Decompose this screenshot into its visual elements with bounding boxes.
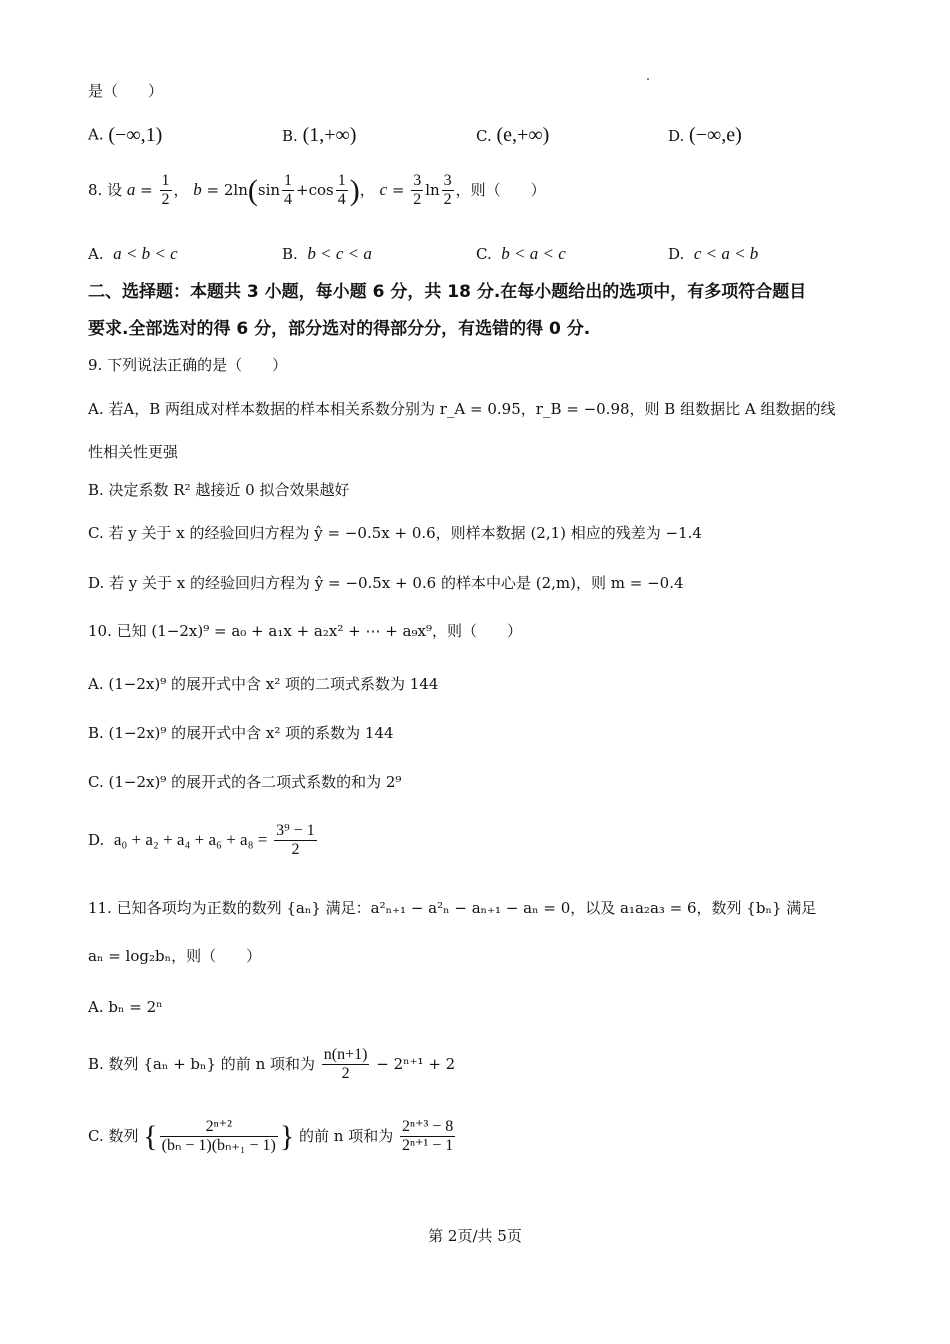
section-2-heading-line1: 二、选择题：本题共 3 小题，每小题 6 分，共 18 分.在每小题给出的选项中，有多项符合题目 xyxy=(88,282,807,302)
q11-option-b: B. 数列 {aₙ + bₙ} 的前 n 项和为 $\frac{n(n+1)}{2}$ − 2ⁿ⁺¹ + 2 xyxy=(88,1046,456,1083)
question-10-stem: 10. 已知 (1−2x)⁹ = a₀ + a₁x + a₂x² + ⋯ + a₉x⁹，则（ ） xyxy=(88,622,522,640)
q10-option-c: C. (1−2x)⁹ 的展开式的各二项式系数的和为 2⁹ xyxy=(88,773,402,791)
q8-option-c: C. b < a < c xyxy=(476,244,566,263)
stray-dot xyxy=(647,78,649,80)
q8-option-d: D. c < a < b xyxy=(668,244,759,263)
q8-option-b: B. b < c < a xyxy=(282,244,372,263)
q9-option-a-line1: A. 若A，B 两组成对样本数据的样本相关系数分别为 r_A = 0.95，r_B = −0.98，则 B 组数据比 A 组数据的线 xyxy=(88,400,836,418)
q10-option-b: B. (1−2x)⁹ 的展开式中含 x² 项的系数为 144 xyxy=(88,724,394,742)
question-11-stem-line1: 11. 已知各项均为正数的数列 {aₙ} 满足：a²ₙ₊₁ − a²ₙ − aₙ₊₁ − aₙ = 0，以及 a₁a₂a₃ = 6，数列 {bₙ} 满足 xyxy=(88,899,817,917)
q11-option-a: A. bₙ = 2ⁿ xyxy=(88,998,163,1016)
q9-option-b: B. 决定系数 R² 越接近 0 拟合效果越好 xyxy=(88,481,350,499)
question-9-stem: 9. 下列说法正确的是（ ） xyxy=(88,356,288,374)
q7-option-d: D. (−∞,e) xyxy=(668,124,742,146)
q11-option-c: C. 数列 { $\frac{\text{2ⁿ⁺²}}{\text{(bₙ − 1)(bₙ₊₁ − 1)}}$ } 的前 n 项和为 $\frac{\text{2ⁿ⁺³ − 8}}{\text{2ⁿ⁺¹ − 1}}$ xyxy=(88,1118,454,1155)
question-11-stem-line2: aₙ = log₂bₙ，则（ ） xyxy=(88,947,262,965)
q9-option-a-line2: 性相关性更强 xyxy=(88,443,179,461)
q10-option-d: D. a₀ + a₂ + a₄ + a₆ + a₈ = $\frac{\text{3⁹ − 1}}{2}$ xyxy=(88,822,315,859)
q7-option-b: B. (1,+∞) xyxy=(282,124,357,146)
question-7-tail: 是（ ） xyxy=(88,82,164,100)
q8-option-a: A. a < b < c xyxy=(88,244,178,263)
q7-option-c: C. (e,+∞) xyxy=(476,124,550,146)
question-8-stem: 8. 设 a = $\frac{1}{2}$ ， b = 2ln(sin $\frac{1}{4}$ +cos $\frac{1}{4}$ )， c = $\frac{3}{2}$ ln $\frac{3}{2}$ ，则（ ） xyxy=(88,172,546,209)
q10-option-a: A. (1−2x)⁹ 的展开式中含 x² 项的二项式系数为 144 xyxy=(88,675,439,693)
page-footer: 第 2页/共 5页 xyxy=(428,1227,522,1245)
q9-option-c: C. 若 y 关于 x 的经验回归方程为 ŷ = −0.5x + 0.6，则样本数据 (2,1) 相应的残差为 −1.4 xyxy=(88,524,702,542)
section-2-heading-line2: 要求.全部选对的得 6 分，部分选对的得部分分，有选错的得 0 分. xyxy=(88,319,591,339)
q9-option-d: D. 若 y 关于 x 的经验回归方程为 ŷ = −0.5x + 0.6 的样本中心是 (2,m)，则 m = −0.4 xyxy=(88,574,684,592)
q7-option-a: A. (−∞,1) xyxy=(88,124,163,146)
